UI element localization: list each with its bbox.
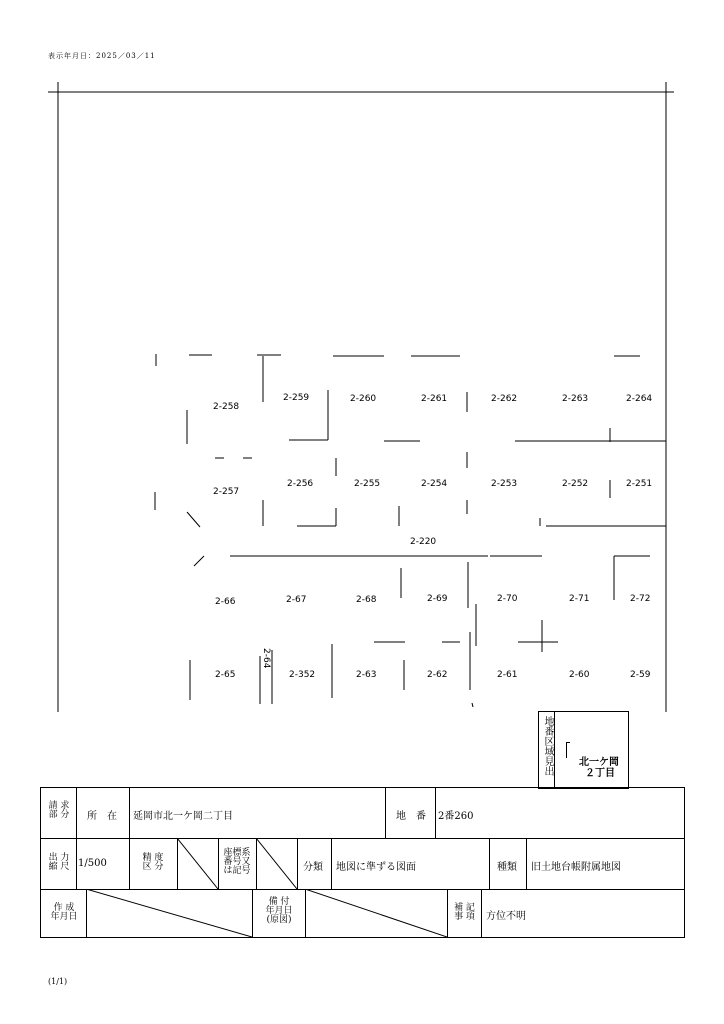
coord-label: 座標系 番号又 は記号 [223, 848, 251, 876]
lot-label: 2-65 [215, 670, 236, 680]
district-box [538, 711, 629, 789]
lot-label: 2-260 [350, 394, 377, 404]
page-number: (1/1) [48, 977, 68, 986]
district-chome: ２丁目 [585, 768, 615, 779]
lot-label: 2-259 [283, 393, 310, 403]
lot-label: 2-264 [626, 394, 653, 404]
lot-label: 2-257 [213, 487, 240, 497]
lot-label: 2-71 [569, 594, 590, 604]
scale-label: 出 力 縮 尺 [48, 853, 70, 872]
lot-number-label: 地 番 [396, 811, 426, 822]
lot-label: 2-59 [630, 670, 651, 680]
type-label: 種類 [497, 862, 517, 873]
lot-label: 2-60 [569, 670, 590, 680]
lot-label: 2-352 [289, 670, 316, 680]
district-box-title: 地番区域見出 [542, 716, 553, 776]
lot-number-value: 2番260 [438, 811, 474, 822]
lot-label: 2-220 [410, 537, 437, 547]
lot-label: 2-256 [287, 479, 314, 489]
lot-label: 2-68 [356, 595, 377, 605]
coord-diagonal [256, 838, 297, 889]
lot-label: 2-70 [497, 594, 518, 604]
lot-label-rotated: 2-64 [261, 648, 271, 669]
lot-label: 2-258 [213, 402, 240, 412]
remarks-label: 補 記 事 項 [454, 903, 475, 922]
attached-date-label: 備 付 年月日 (原図) [265, 897, 293, 925]
lot-label: 2-61 [497, 670, 518, 680]
lot-label: 2-251 [626, 479, 653, 489]
location-label: 所 在 [87, 811, 117, 822]
scale-value: 1/500 [78, 858, 107, 869]
created-date-label: 作 成 年月日 [50, 903, 78, 922]
lot-label: 2-252 [562, 479, 589, 489]
category-label: 分類 [303, 862, 323, 873]
lot-label: 2-72 [630, 594, 651, 604]
info-table [40, 787, 685, 938]
district-name: 北一ケ岡 [579, 757, 619, 768]
lot-label: 2-263 [562, 394, 589, 404]
request-label: 請 求 部 分 [48, 801, 70, 820]
type-value: 旧土地台帳附属地図 [531, 862, 621, 873]
lot-label: 2-253 [491, 479, 518, 489]
category-value: 地図に準ずる図面 [336, 862, 416, 873]
display-date: 表示年月日：2025／03／11 [48, 52, 156, 60]
lot-label: 2-262 [491, 394, 518, 404]
created-diagonal [86, 889, 252, 937]
lot-label: 2-62 [427, 670, 448, 680]
lot-label: 2-69 [427, 594, 448, 604]
lot-label: 2-255 [354, 479, 381, 489]
lot-label: 2-261 [421, 394, 448, 404]
lot-label: 2-66 [215, 597, 236, 607]
lot-label: 2-63 [356, 670, 377, 680]
attached-diagonal [305, 889, 447, 937]
lot-label: 2-67 [286, 595, 307, 605]
remarks-value: 方位不明 [486, 911, 526, 922]
lot-label: 2-254 [421, 479, 448, 489]
location-value: 延岡市北一ケ岡二丁目 [133, 811, 233, 822]
accuracy-label: 精 度 区 分 [142, 853, 164, 872]
accuracy-diagonal [177, 838, 218, 889]
